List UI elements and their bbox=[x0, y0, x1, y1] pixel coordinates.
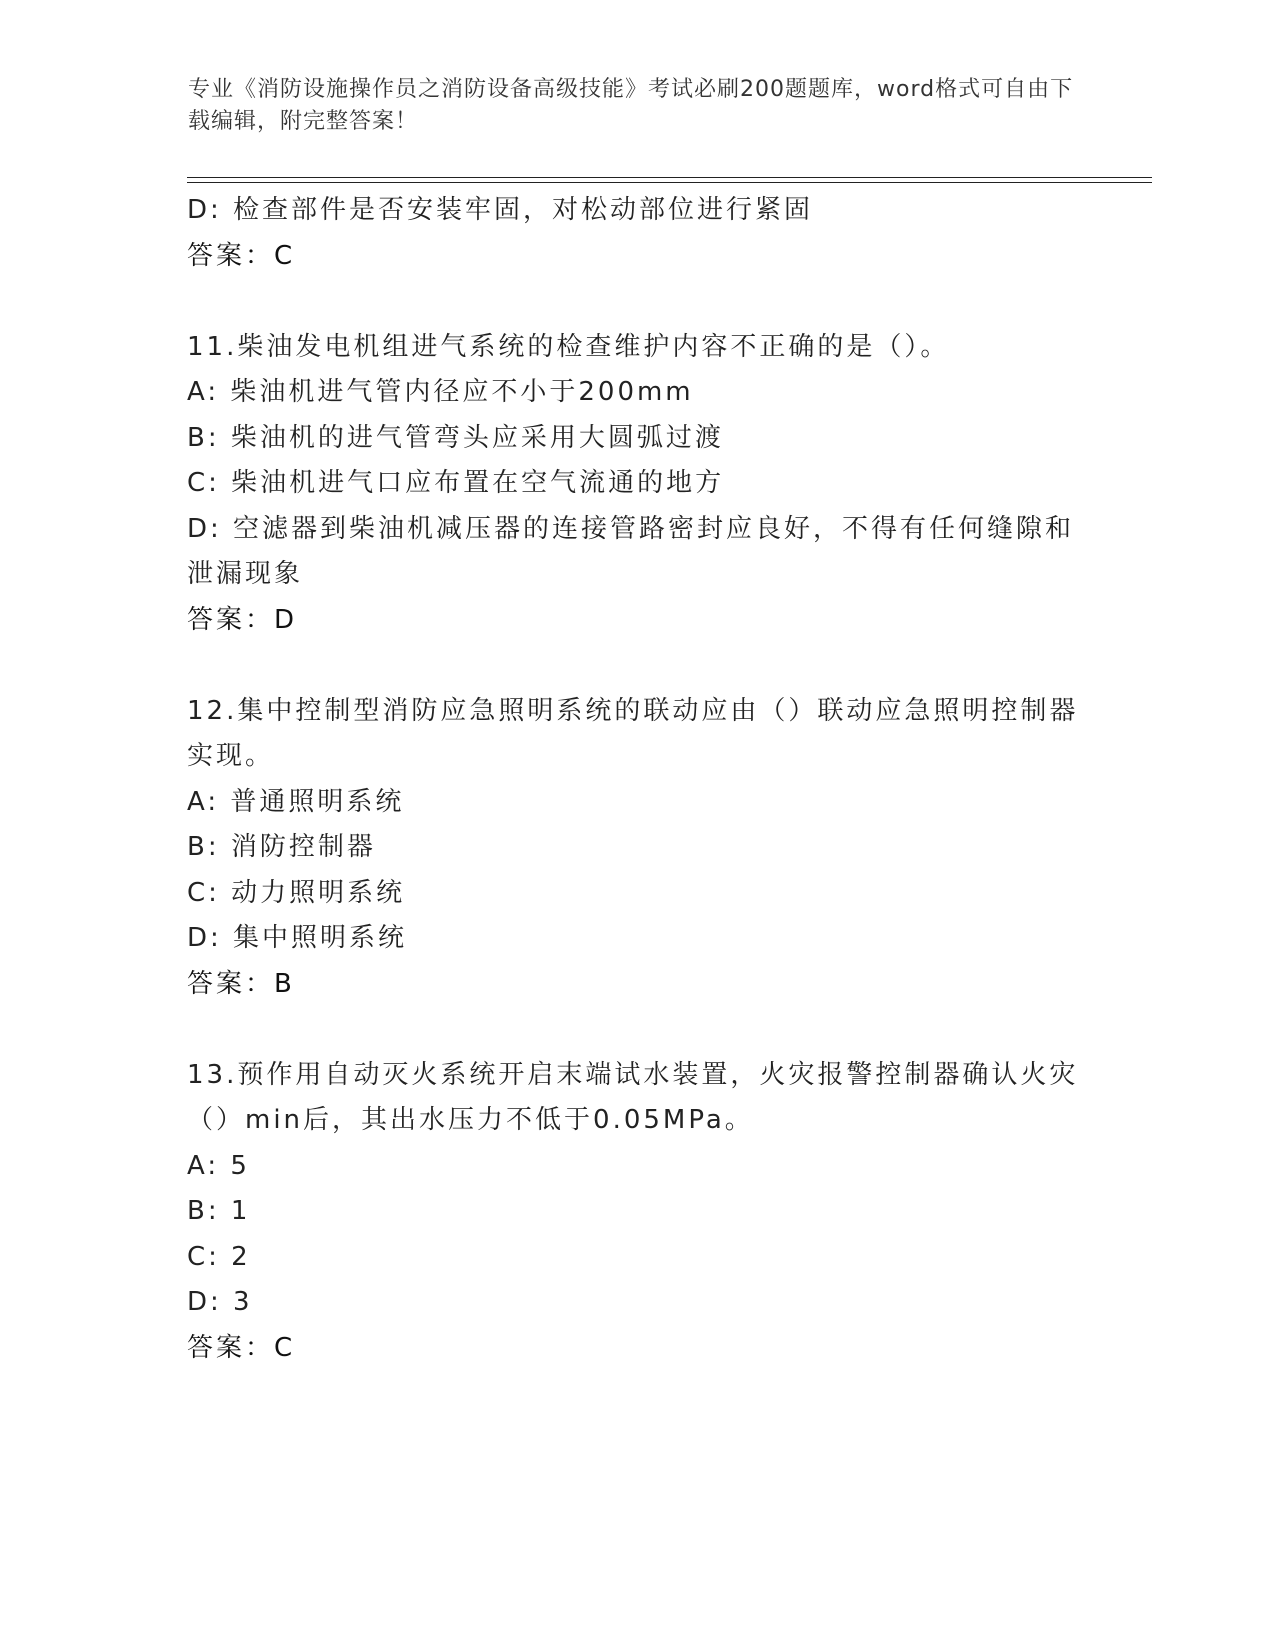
q12-question-continued: 实现。 bbox=[187, 741, 275, 771]
document-header: 专业《消防设施操作员之消防设备高级技能》考试必刷200题题库，word格式可自由下载编辑，附完整答案！ bbox=[188, 77, 1074, 134]
q11-option-c: C: 柴油机进气口应布置在空气流通的地方 bbox=[187, 468, 725, 498]
q11-answer: 答案：D bbox=[187, 604, 298, 635]
q12-option-a: A: 普通照明系统 bbox=[187, 786, 405, 817]
question-content bbox=[187, 188, 1087, 1371]
q13-option-c: C: 2 bbox=[187, 1241, 251, 1272]
q11-question: 11.柴油发电机组进气系统的检查维护内容不正确的是（）。 bbox=[187, 331, 950, 362]
q10-answer: 答案：C bbox=[187, 240, 296, 271]
q12-question: 12.集中控制型消防应急照明系统的联动应由（）联动应急照明控制器 bbox=[187, 695, 1079, 726]
header-divider-top bbox=[187, 177, 1152, 178]
header-divider-bottom bbox=[187, 182, 1152, 183]
spacer bbox=[187, 279, 1087, 325]
q13-option-d: D: 3 bbox=[187, 1287, 253, 1317]
q12-option-b: B: 消防控制器 bbox=[187, 832, 376, 862]
spacer bbox=[187, 1007, 1087, 1053]
q13-answer: 答案：C bbox=[187, 1332, 296, 1363]
q12-option-c: C: 动力照明系统 bbox=[187, 877, 406, 908]
spacer bbox=[187, 643, 1087, 689]
q11-option-a: A: 柴油机进气管内径应不小于200mm bbox=[187, 377, 694, 407]
q11-option-d-continued: 泄漏现象 bbox=[187, 559, 304, 589]
q13-option-b: B: 1 bbox=[187, 1196, 251, 1226]
q12-option-d: D: 集中照明系统 bbox=[187, 923, 408, 953]
q10-option-d: D: 检查部件是否安装牢固，对松动部位进行紧固 bbox=[187, 195, 814, 225]
q13-question: 13.预作用自动灭火系统开启末端试水装置，火灾报警控制器确认火灾 bbox=[187, 1059, 1079, 1090]
q13-question-continued: （）min后，其出水压力不低于0.05MPa。 bbox=[187, 1105, 754, 1135]
q12-answer: 答案：B bbox=[187, 968, 295, 999]
q11-option-b: B: 柴油机的进气管弯头应采用大圆弧过渡 bbox=[187, 422, 724, 453]
q11-option-d: D: 空滤器到柴油机减压器的连接管路密封应良好，不得有任何缝隙和 bbox=[187, 513, 1075, 544]
q13-option-a: A: 5 bbox=[187, 1150, 250, 1181]
